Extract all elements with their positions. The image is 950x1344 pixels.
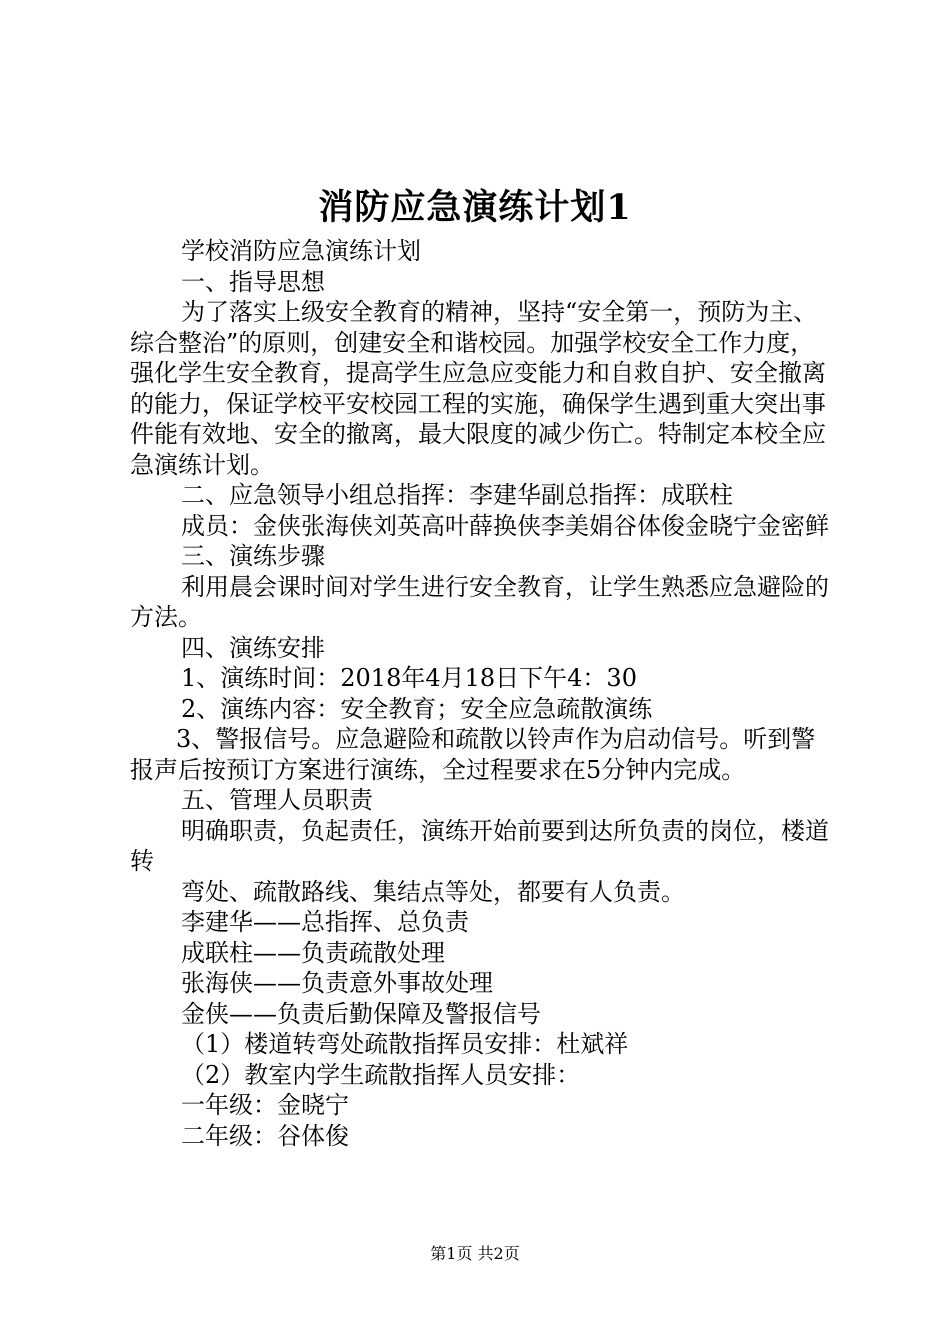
list-item-grade: 一年级：金晓宁 (181, 1091, 349, 1119)
paragraph-drill-content: 2、演练内容：安全教育；安全应急疏散演练 (181, 694, 653, 723)
document-body (130, 236, 830, 1151)
section-heading-drill-steps: 三、演练步骤 (181, 542, 325, 570)
paragraph-drill-steps: 利用晨会课时间对学生进行安全教育，让学生熟悉应急避险的方法。 (130, 572, 829, 631)
list-item-duty: 张海侠——负责意外事故处理 (181, 969, 493, 997)
paragraph-subtitle: 学校消防应急演练计划 (181, 237, 421, 265)
list-item-grade: 二年级：谷体俊 (181, 1121, 349, 1150)
paragraph-duties-continued: 弯处、疏散路线、集结点等处，都要有人负责。 (181, 877, 685, 906)
paragraph-guiding-thought: 为了落实上级安全教育的精神，坚持“安全第一，预防为主、综合整治”的原则，创建安全和谐校园。加强学校安全工作力度，强化学生安全教育，提高学生应急应变能力和自救自护、安全撤离的能力，保证学校平安校园工程的实施，确保学生遇到重大突出事件能有效地、安全的撤离，最大限度的减少伤亡。特制定本校全应急演练计划。 (130, 298, 826, 479)
paragraph-duties: 明确职责，负起责任，演练开始前要到达所负责的岗位，楼道转 (130, 816, 829, 875)
list-item-duty: 李建华——总指挥、总负责 (181, 908, 469, 936)
section-heading-drill-arrangement: 四、演练安排 (181, 633, 325, 662)
paragraph-drill-time: 1、演练时间：2018年4月18日下午4：30 (181, 664, 637, 692)
section-heading-leadership: 二、应急领导小组总指挥：李建华副总指挥：成联柱 (181, 481, 733, 509)
page-footer: 第1页 共2页 (430, 1244, 520, 1263)
paragraph-members: 成员：金侠张海侠刘英高叶薛换侠李美娟谷体俊金晓宁金密鲜 (181, 511, 829, 540)
document-title: 消防应急演练计划1 (318, 187, 632, 228)
section-heading-guiding-thought: 一、指导思想 (181, 267, 325, 296)
list-item-arrangement: （2）教室内学生疏散指挥人员安排： (181, 1060, 581, 1089)
section-heading-management-duties: 五、管理人员职责 (181, 786, 373, 814)
paragraph-alarm-signal: 3、警报信号。应急避险和疏散以铃声作为启动信号。听到警报声后按预订方案进行演练，全过程要求在5分钟内完成。 (130, 725, 816, 784)
list-item-duty: 成联柱——负责疏散处理 (181, 938, 445, 967)
list-item-duty: 金侠——负责后勤保障及警报信号 (181, 999, 541, 1028)
list-item-arrangement: （1）楼道转弯处疏散指挥员安排：杜斌祥 (181, 1030, 629, 1058)
